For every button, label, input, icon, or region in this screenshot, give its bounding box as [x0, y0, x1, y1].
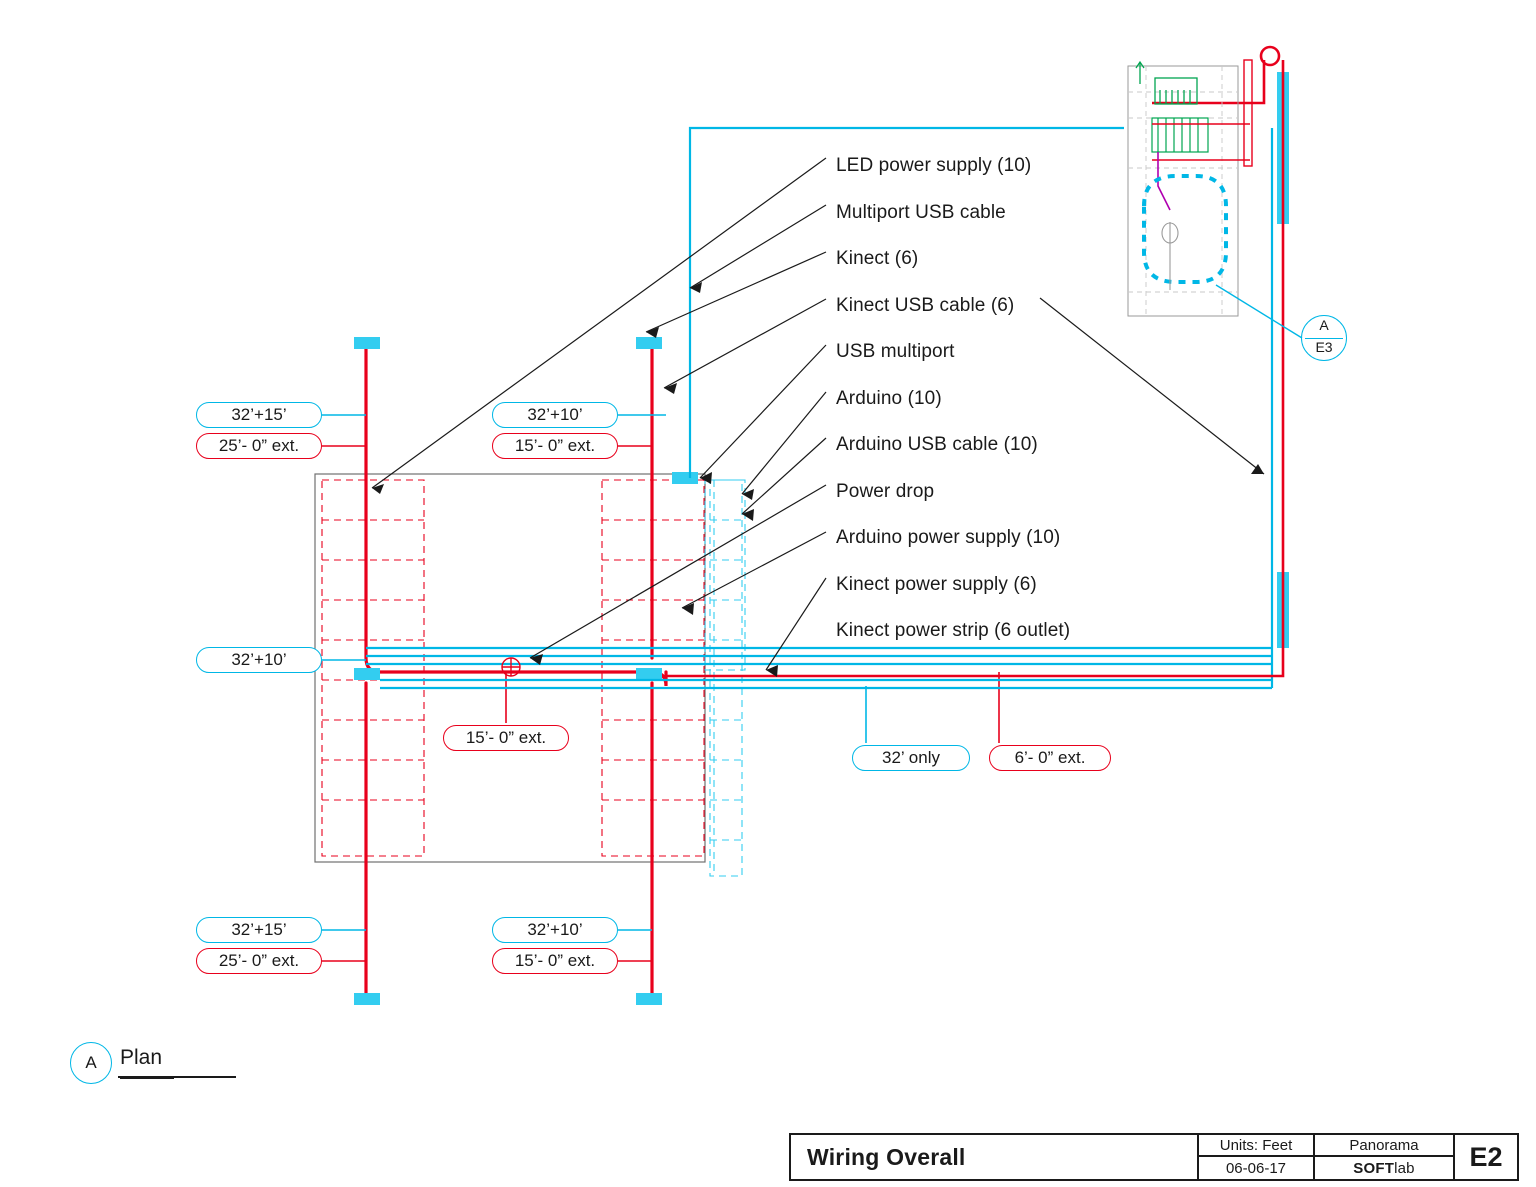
tag-top-left-length: 32’+15’	[196, 402, 322, 428]
title-block-project-column	[1315, 1135, 1455, 1179]
firm-name-light: lab	[1394, 1159, 1415, 1177]
detail-key-sheet: E3	[1315, 339, 1333, 355]
callout-arduino-power-supply: Arduino power supply (10)	[836, 527, 1061, 548]
callout-label-list	[836, 143, 1236, 655]
callout-led-power-supply: LED power supply (10)	[836, 155, 1032, 176]
detail-key-letter: A	[1319, 317, 1329, 333]
callout-kinect-power-strip: Kinect power strip (6 outlet)	[836, 620, 1071, 641]
plan-key-letter: A	[85, 1053, 97, 1072]
tag-top-mid-length: 32’+10’	[492, 402, 618, 428]
callout-arduino: Arduino (10)	[836, 387, 942, 409]
tag-right-ext: 6’- 0” ext.	[989, 745, 1111, 771]
tag-middle-length: 32’+10’	[196, 647, 322, 673]
callout-kinect-usb-cable: Kinect USB cable (6)	[836, 294, 1015, 316]
callout-kinect-power-supply: Kinect power supply (6)	[836, 573, 1037, 595]
tag-right-length: 32’ only	[852, 745, 970, 771]
tag-bottom-left-length: 32’+15’	[196, 917, 322, 943]
plan-key-underline	[118, 1076, 236, 1078]
firm-name-bold: SOFT	[1353, 1159, 1395, 1177]
issue-date: 06-06-17	[1225, 1159, 1287, 1177]
title-block-units-column	[1199, 1135, 1315, 1179]
tag-top-mid-ext: 15’- 0” ext.	[492, 433, 618, 459]
detail-key-bubble[interactable]	[1301, 315, 1347, 361]
tag-top-left-ext: 25’- 0” ext.	[196, 433, 322, 459]
tag-bottom-mid-ext: 15’- 0” ext.	[492, 948, 618, 974]
units-label: Units: Feet	[1199, 1135, 1313, 1157]
tag-middle-ext: 15’- 0” ext.	[443, 725, 569, 751]
firm-logo	[1315, 1157, 1453, 1179]
callout-usb-multiport: USB multiport	[836, 341, 955, 362]
drawing-title: Wiring Overall	[791, 1135, 1199, 1179]
callout-multiport-usb-cable: Multiport USB cable	[836, 201, 1006, 223]
sheet-number: E2	[1469, 1141, 1503, 1172]
callout-kinect: Kinect (6)	[836, 248, 919, 269]
project-name: Panorama	[1315, 1135, 1453, 1157]
tag-bottom-mid-length: 32’+10’	[492, 917, 618, 943]
callout-power-drop: Power drop	[836, 480, 935, 502]
title-block	[789, 1133, 1519, 1181]
plan-key[interactable]	[62, 1040, 242, 1090]
callout-arduino-usb-cable: Arduino USB cable (10)	[836, 434, 1038, 455]
tag-bottom-left-ext: 25’- 0” ext.	[196, 948, 322, 974]
plan-key-title: Plan	[120, 1046, 163, 1069]
